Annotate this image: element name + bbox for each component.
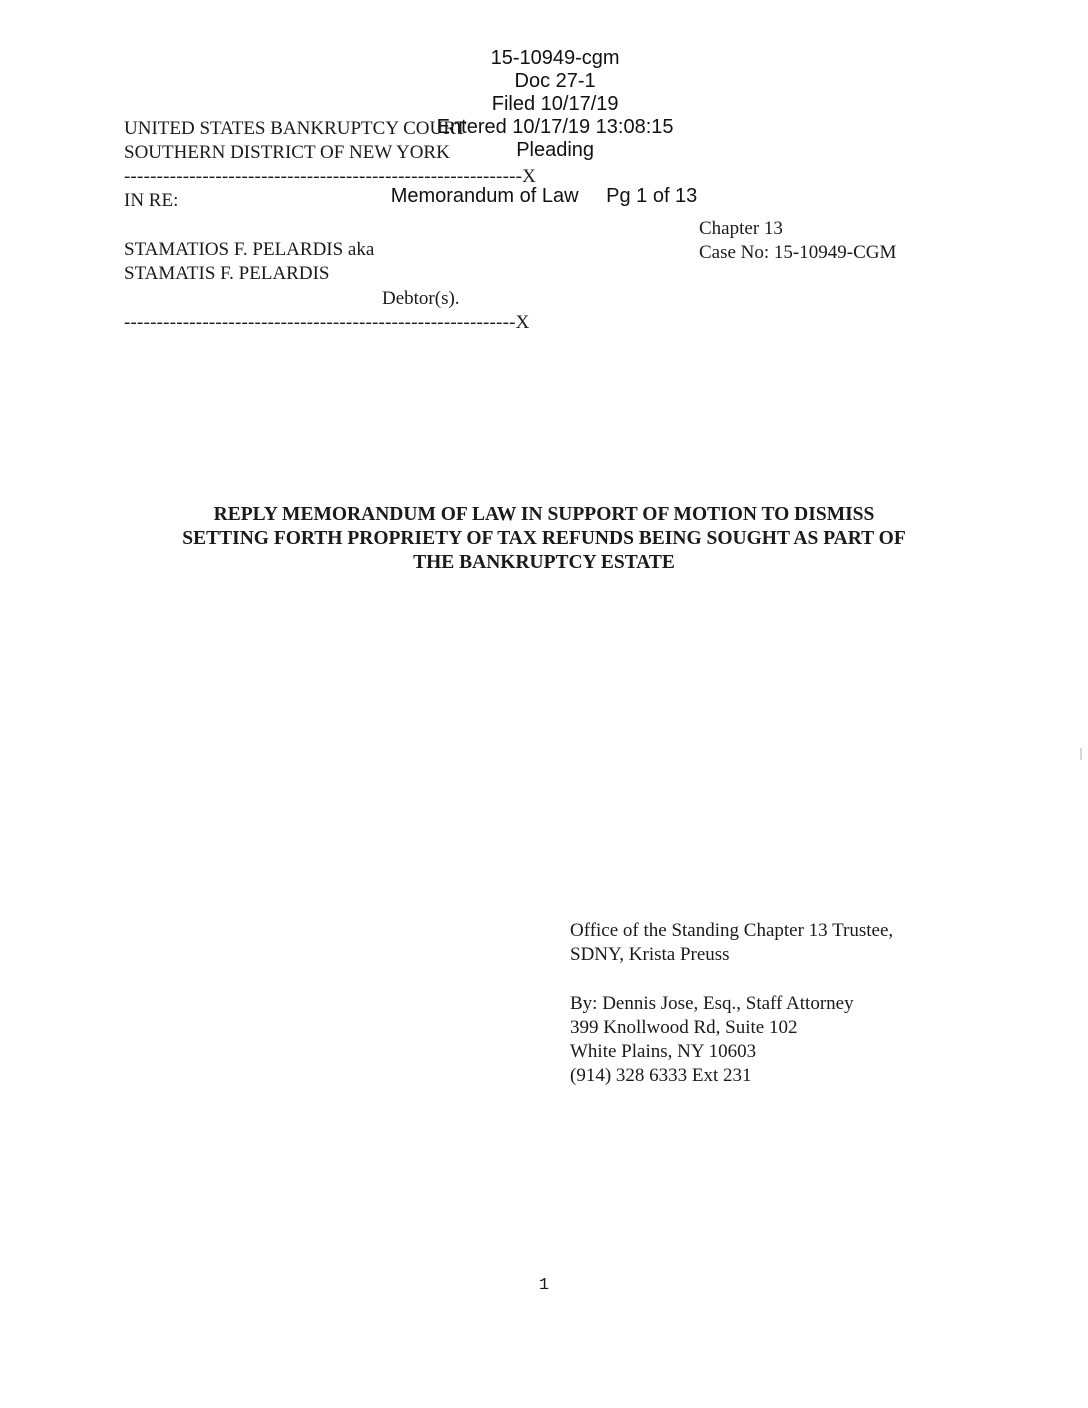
caption-divider-top: -------------------------------------------------------------X bbox=[124, 166, 537, 187]
address-street: 399 Knollwood Rd, Suite 102 bbox=[570, 1017, 798, 1038]
address-city: White Plains, NY 10603 bbox=[570, 1041, 757, 1062]
stamp-doc-type: Pleading bbox=[516, 139, 595, 161]
office-line2: SDNY, Krista Preuss bbox=[570, 944, 730, 965]
title-line3: THE BANKRUPTCY ESTATE bbox=[413, 552, 675, 573]
signature-block bbox=[570, 919, 893, 1088]
caption-divider-bottom: ------------------------------------------------------------X bbox=[124, 312, 530, 333]
document-title bbox=[144, 503, 944, 575]
debtor-label: Debtor(s). bbox=[382, 288, 460, 309]
debtor-name-line1: STAMATIOS F. PELARDIS aka bbox=[124, 239, 375, 260]
stamp-doc-number: Doc 27-1 bbox=[514, 70, 596, 92]
case-info bbox=[699, 217, 896, 265]
scan-artifact bbox=[1080, 748, 1082, 760]
phone-number: (914) 328 6333 Ext 231 bbox=[570, 1065, 752, 1086]
title-line1: REPLY MEMORANDUM OF LAW IN SUPPORT OF MOTION TO DISMISS bbox=[213, 504, 875, 525]
page-number: 1 bbox=[538, 1276, 550, 1295]
stamp-case-id: 15-10949-cgm bbox=[490, 47, 620, 69]
attorney-by-line: By: Dennis Jose, Esq., Staff Attorney bbox=[570, 993, 854, 1014]
stamp-page-count: Pg 1 of 13 bbox=[606, 185, 698, 207]
office-line1: Office of the Standing Chapter 13 Trustee, bbox=[570, 920, 894, 941]
chapter-label: Chapter 13 bbox=[699, 218, 783, 239]
court-district: SOUTHERN DISTRICT OF NEW YORK bbox=[124, 142, 450, 163]
in-re-label: IN RE: bbox=[124, 190, 179, 211]
stamp-filed-date: Filed 10/17/19 bbox=[491, 93, 619, 115]
court-heading bbox=[124, 117, 466, 165]
title-line2: SETTING FORTH PROPRIETY OF TAX REFUNDS BEING SOUGHT AS PART OF bbox=[182, 528, 906, 549]
debtor-name-line2: STAMATIS F. PELARDIS bbox=[124, 263, 330, 284]
stamp-description: Memorandum of Law bbox=[390, 185, 579, 207]
debtor-names bbox=[124, 238, 374, 286]
stamp-entered-date: Entered 10/17/19 13:08:15 bbox=[436, 116, 674, 138]
court-name: UNITED STATES BANKRUPTCY COURT bbox=[124, 118, 467, 139]
case-number: Case No: 15-10949-CGM bbox=[699, 242, 897, 263]
